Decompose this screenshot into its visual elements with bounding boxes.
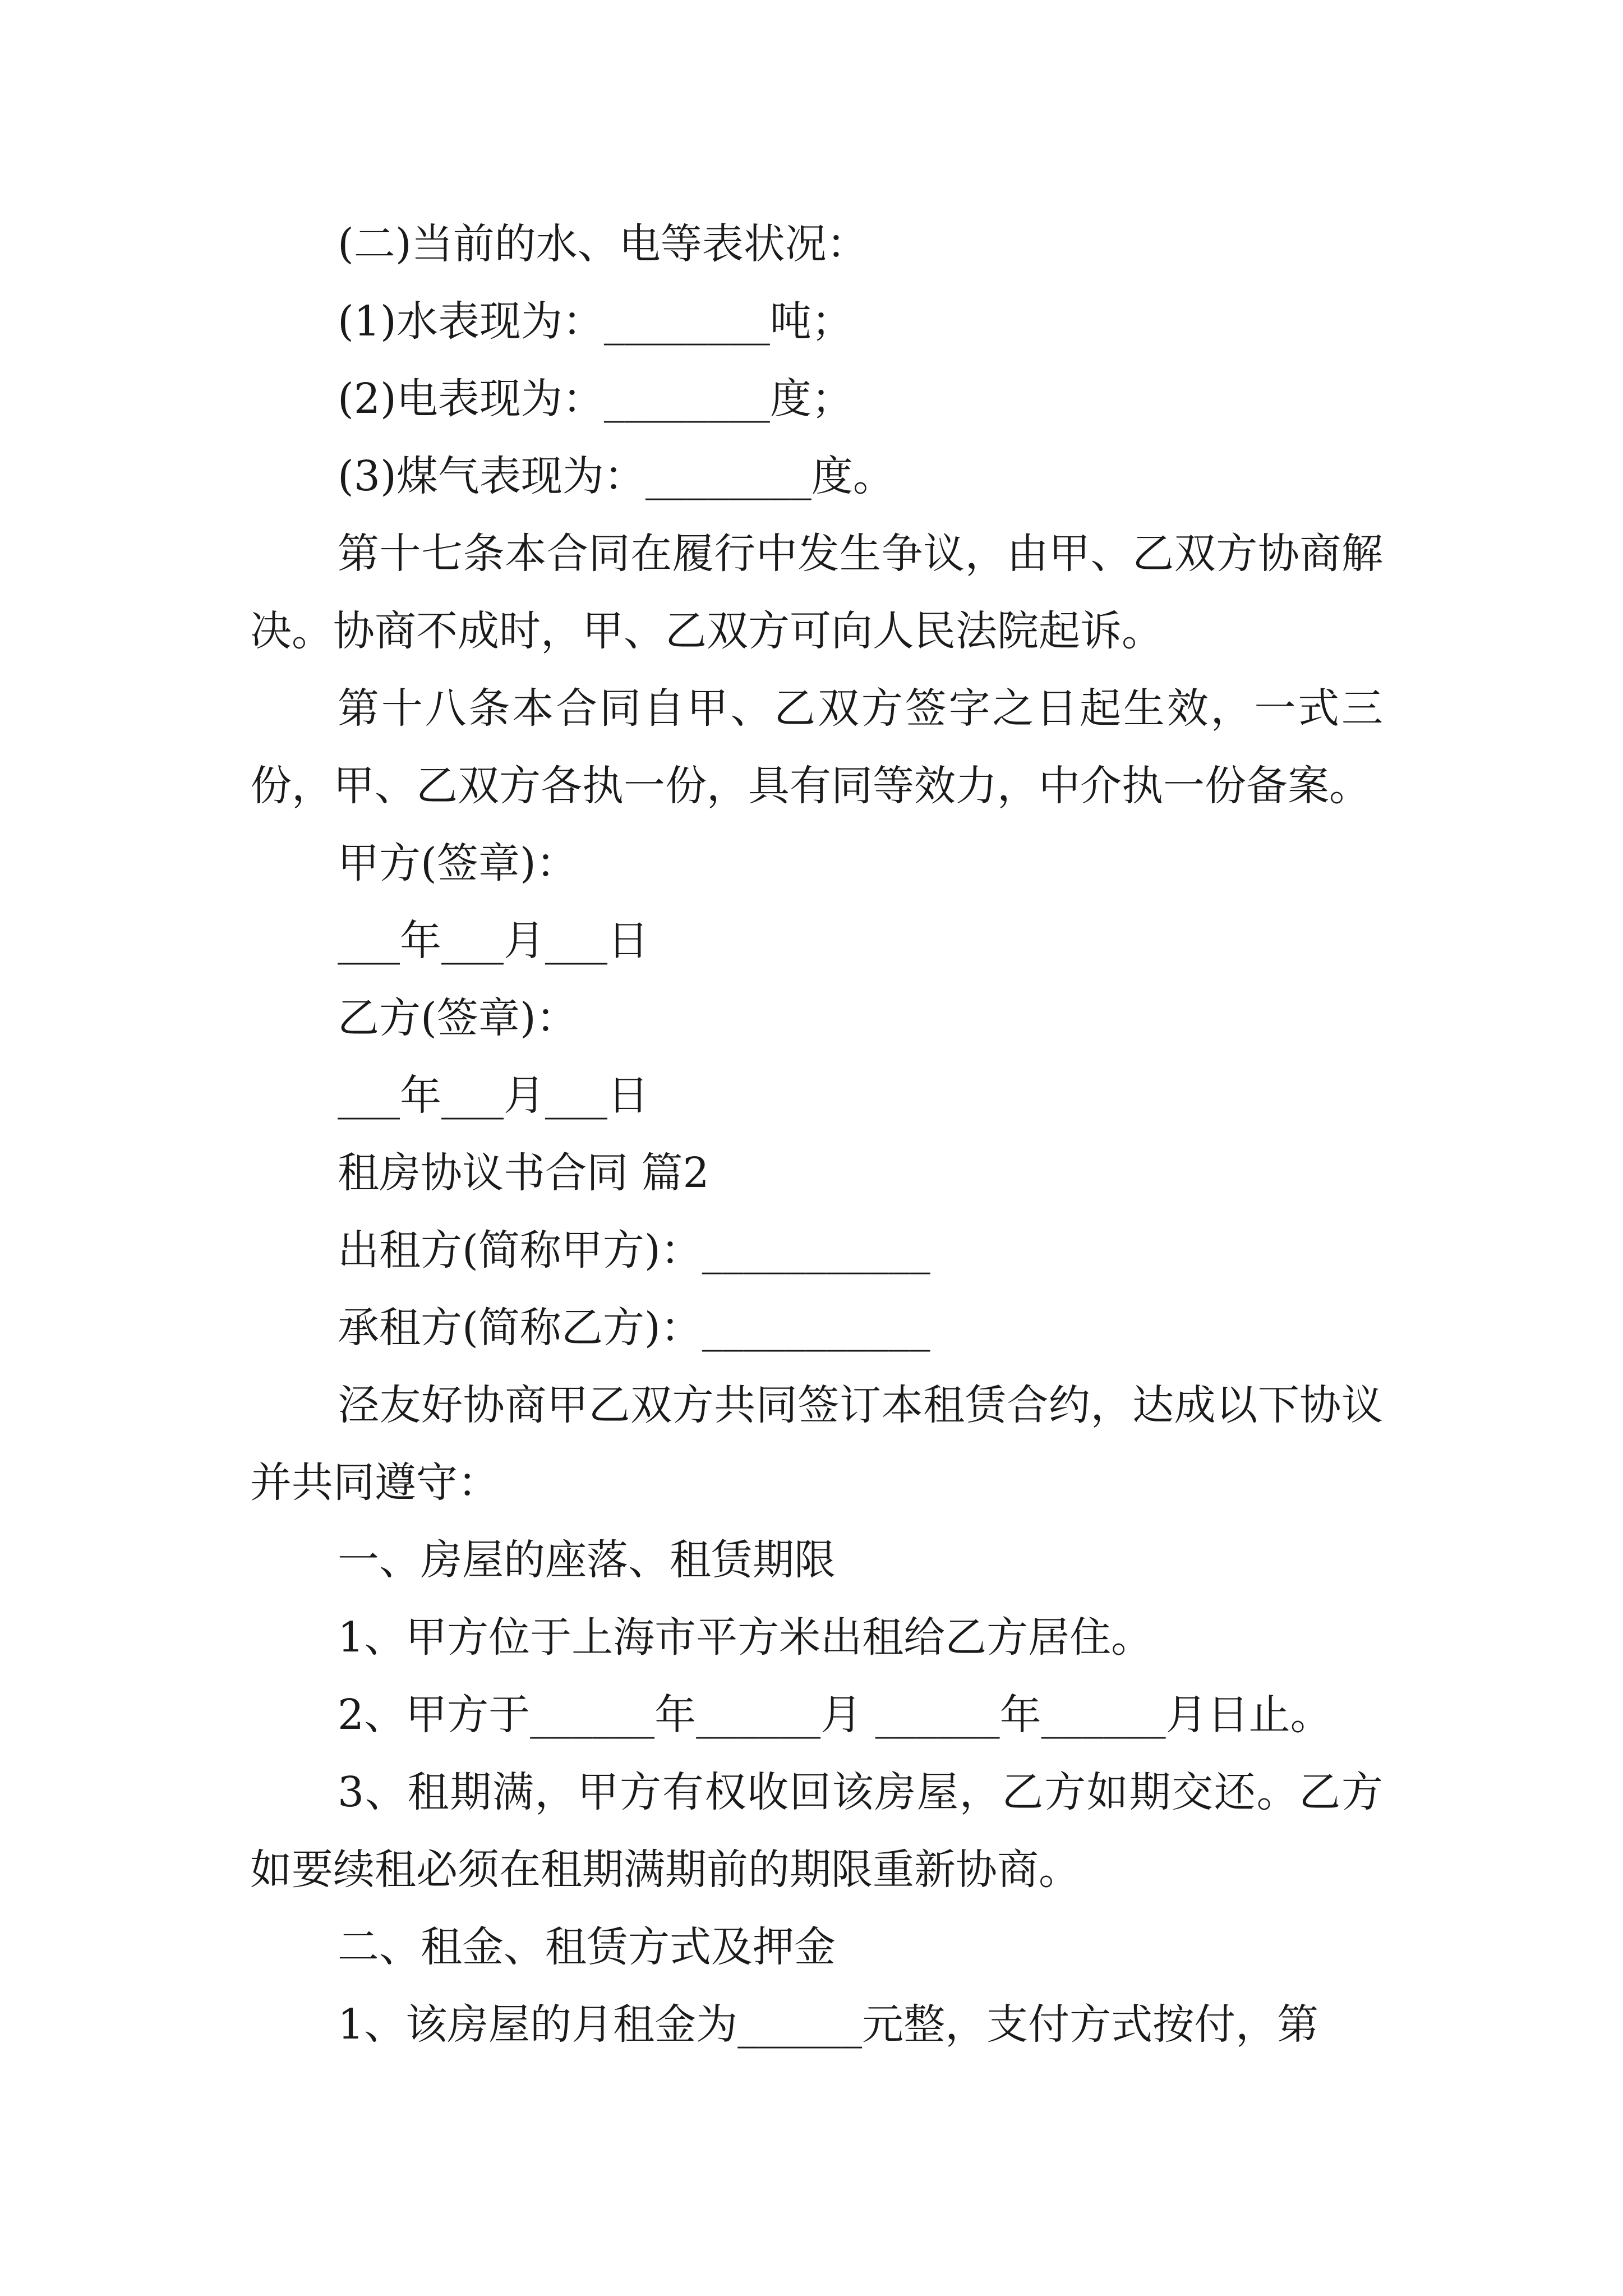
- clause-1-2: 2、甲方于______年______月 ______年______月日止。: [338, 1691, 1332, 1739]
- clause-1-3: 3、租期满，甲方有权收回该房屋，乙方如期交还。乙方如要续租必须在租期满期前的期限重新协商。: [250, 1768, 1383, 1894]
- paragraph-agreement-intro: 泾友好协商甲乙双方共同签订本租赁合约，达成以下协议并共同遵守：: [250, 1381, 1383, 1507]
- lessee-line: 承租方(简称乙方)：___________: [338, 1304, 930, 1352]
- paragraph-article-18: 第十八条本合同自甲、乙双方签字之日起生效，一式三份，甲、乙双方各执一份，具有同等效力，中介执一份备案。: [250, 684, 1383, 810]
- section-title-part-2: 租房协议书合同 篇2: [338, 1149, 709, 1197]
- party-b-date-line: ___年___月___日: [338, 1071, 649, 1120]
- paragraph-article-17: 第十七条本合同在履行中发生争议，由甲、乙双方协商解决。协商不成时，甲、乙双方可向人民法院起诉。: [250, 530, 1383, 655]
- paragraph-gas-meter: (3)煤气表现为：________度。: [338, 452, 895, 500]
- document-body: [250, 205, 1383, 2063]
- party-b-signature-label: 乙方(签章)：: [338, 994, 578, 1042]
- heading-rent-deposit: 二、租金、租赁方式及押金: [338, 1923, 836, 1971]
- paragraph-water-meter: (1)水表现为：________吨；: [338, 297, 853, 346]
- heading-location-term: 一、房屋的座落、租赁期限: [338, 1536, 836, 1584]
- clause-1-1: 1、甲方位于上海市平方米出租给乙方居住。: [338, 1613, 1153, 1662]
- party-a-date-line: ___年___月___日: [338, 917, 649, 965]
- lessor-line: 出租方(简称甲方)：___________: [338, 1226, 930, 1274]
- party-a-signature-label: 甲方(签章)：: [338, 839, 578, 887]
- paragraph-meter-status-heading: (二)当前的水、电等表状况：: [338, 220, 868, 268]
- paragraph-electric-meter: (2)电表现为：________度；: [338, 375, 853, 423]
- clause-2-1: 1、该房屋的月租金为______元整，支付方式按付，第: [338, 2000, 1319, 2049]
